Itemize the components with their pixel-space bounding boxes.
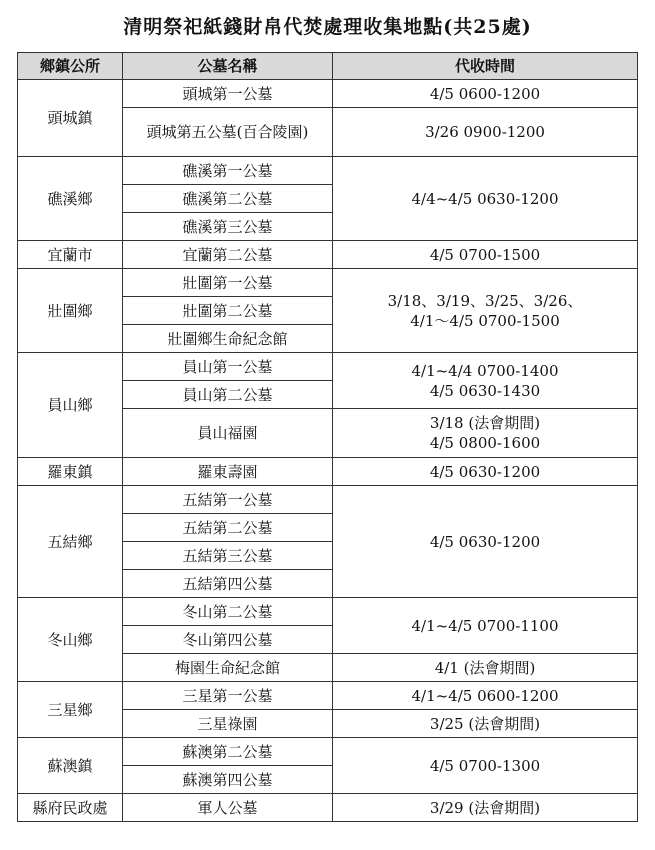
- cemetery-cell: 軍人公墓: [123, 794, 333, 822]
- collection-sites-table: [17, 52, 638, 822]
- township-cell: 冬山鄉: [18, 598, 123, 682]
- cemetery-cell: 礁溪第一公墓: [123, 157, 333, 185]
- township-cell: 員山鄉: [18, 353, 123, 458]
- header-cemetery-name: 公墓名稱: [123, 53, 333, 80]
- cemetery-cell: 冬山第四公墓: [123, 626, 333, 654]
- time-cell: [333, 409, 638, 458]
- cemetery-cell: 五結第三公墓: [123, 542, 333, 570]
- time-line: 3/18 (法會期間): [429, 414, 541, 432]
- time-cell: 3/25 (法會期間): [333, 710, 638, 738]
- table-row: [18, 157, 638, 185]
- time-line: 4/5 0630-1430: [429, 381, 541, 400]
- cemetery-cell: 三星第一公墓: [123, 682, 333, 710]
- table-row: [18, 486, 638, 514]
- cemetery-cell: 壯圍第二公墓: [123, 297, 333, 325]
- table-row: [18, 738, 638, 766]
- time-line: 3/18、3/19、3/25、3/26、: [387, 291, 583, 310]
- time-cell: 4/1 (法會期間): [333, 654, 638, 682]
- time-cell: 4/5 0700-1300: [333, 738, 638, 794]
- document-title: 清明祭祀紙錢財帛代焚處理收集地點(共25處): [123, 16, 532, 38]
- cemetery-cell: 五結第四公墓: [123, 570, 333, 598]
- table-row: [18, 598, 638, 626]
- time-cell: 4/5 0700-1500: [333, 241, 638, 269]
- time-cell: 3/29 (法會期間): [333, 794, 638, 822]
- township-cell: 頭城鎮: [18, 80, 123, 157]
- cemetery-cell: 冬山第二公墓: [123, 598, 333, 626]
- time-cell: 4/5 0630-1200: [333, 458, 638, 486]
- table-header-row: [18, 53, 638, 80]
- township-cell: 蘇澳鎮: [18, 738, 123, 794]
- cemetery-cell: 員山第二公墓: [123, 381, 333, 409]
- cemetery-cell: 壯圍第一公墓: [123, 269, 333, 297]
- table-row: [18, 794, 638, 822]
- cemetery-cell: 頭城第一公墓: [123, 80, 333, 108]
- time-cell: 4/4~4/5 0630-1200: [333, 157, 638, 241]
- cemetery-cell: 梅園生命紀念館: [123, 654, 333, 682]
- cemetery-cell: 羅東壽園: [123, 458, 333, 486]
- cemetery-cell: 五結第一公墓: [123, 486, 333, 514]
- time-line: 4/1～4/5 0700-1500: [410, 311, 560, 330]
- header-township: 鄉鎮公所: [18, 53, 123, 80]
- cemetery-cell: 三星祿園: [123, 710, 333, 738]
- table-row: [18, 682, 638, 710]
- township-cell: 壯圍鄉: [18, 269, 123, 353]
- time-cell: [333, 353, 638, 409]
- time-line: 4/5 0800-1600: [429, 434, 541, 452]
- time-cell: 4/1~4/5 0600-1200: [333, 682, 638, 710]
- time-cell: 4/5 0630-1200: [333, 486, 638, 598]
- cemetery-cell: 蘇澳第二公墓: [123, 738, 333, 766]
- time-line: 4/1~4/4 0700-1400: [411, 361, 559, 380]
- time-cell: [333, 269, 638, 353]
- cemetery-cell: 壯圍鄉生命紀念館: [123, 325, 333, 353]
- cemetery-cell: 五結第二公墓: [123, 514, 333, 542]
- time-cell: 4/1~4/5 0700-1100: [333, 598, 638, 654]
- time-cell: 4/5 0600-1200: [333, 80, 638, 108]
- table-row: [18, 80, 638, 108]
- township-cell: 縣府民政處: [18, 794, 123, 822]
- cemetery-cell: 頭城第五公墓(百合陵園): [123, 108, 333, 157]
- township-cell: 礁溪鄉: [18, 157, 123, 241]
- cemetery-cell: 宜蘭第二公墓: [123, 241, 333, 269]
- table-row: [18, 269, 638, 297]
- cemetery-cell: 礁溪第二公墓: [123, 185, 333, 213]
- township-cell: 宜蘭市: [18, 241, 123, 269]
- cemetery-cell: 員山福園: [123, 409, 333, 458]
- table-row: [18, 241, 638, 269]
- cemetery-cell: 員山第一公墓: [123, 353, 333, 381]
- township-cell: 羅東鎮: [18, 458, 123, 486]
- township-cell: 五結鄉: [18, 486, 123, 598]
- table-row: [18, 458, 638, 486]
- cemetery-cell: 蘇澳第四公墓: [123, 766, 333, 794]
- table-row: [18, 353, 638, 381]
- cemetery-cell: 礁溪第三公墓: [123, 213, 333, 241]
- township-cell: 三星鄉: [18, 682, 123, 738]
- header-collection-time: 代收時間: [333, 53, 638, 80]
- time-cell: 3/26 0900-1200: [333, 108, 638, 157]
